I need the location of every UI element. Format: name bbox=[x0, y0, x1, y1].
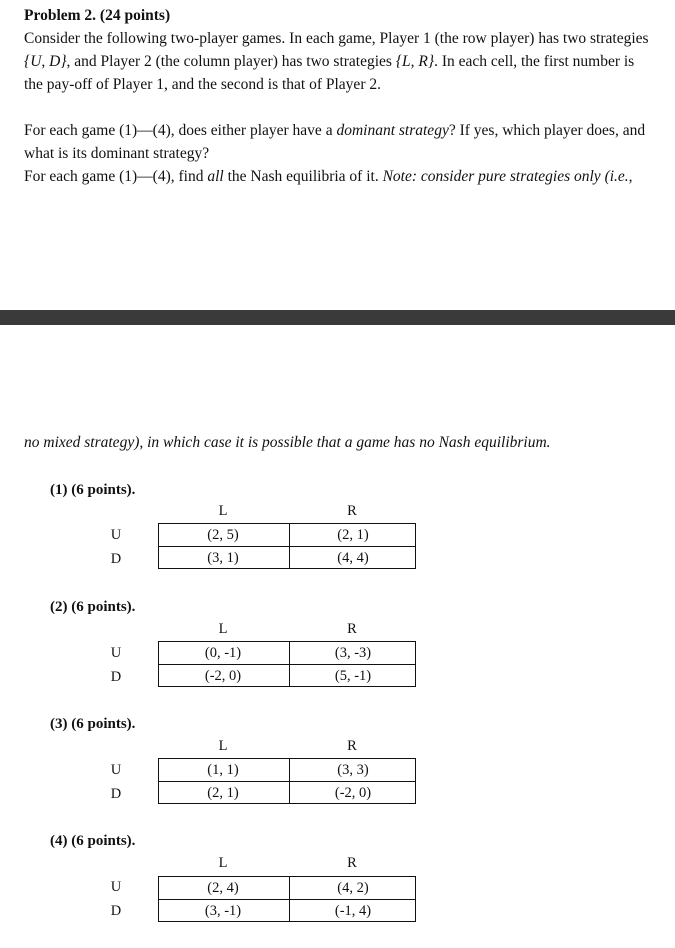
game-4-col-label-l: L bbox=[218, 855, 228, 871]
game-2-cell-ur: (3, -3) bbox=[334, 645, 372, 661]
question-2-mid: the Nash equilibria of it. bbox=[223, 168, 383, 185]
game-4-cell-dr: (-1, 4) bbox=[334, 903, 372, 919]
note-text: Note: consider pure strategies only (i.e., bbox=[382, 168, 633, 185]
strategy-set-p1: {U, D} bbox=[24, 53, 67, 70]
game-2-row-label-u: U bbox=[110, 645, 122, 661]
game-3-col-label-r: R bbox=[347, 738, 357, 754]
game-2-cell-dr: (5, -1) bbox=[334, 668, 372, 684]
game-1-cell-dr: (4, 4) bbox=[337, 550, 369, 566]
intro-line-1: Consider the following two-player games. In each game, Player 1 (the row player) has two strategies bbox=[24, 30, 649, 47]
game-2-col-label-l: L bbox=[218, 621, 228, 637]
game-4-col-label-r: R bbox=[347, 855, 357, 871]
question-2-continuation: no mixed strategy), in which case it is possible that a game has no Nash equilibrium. bbox=[24, 434, 551, 451]
intro-line-2-end: . In each cell, the first number is bbox=[434, 53, 635, 70]
question-1-end: ? If yes, which player does, and bbox=[448, 122, 646, 139]
game-1-cell-dl: (3, 1) bbox=[207, 550, 239, 566]
game-3-col-label-l: L bbox=[218, 738, 228, 754]
game-3-row-label-u: U bbox=[110, 762, 122, 778]
dominant-strategy-term: dominant strategy bbox=[336, 122, 449, 139]
game-4-payoff-table bbox=[158, 876, 416, 922]
game-1-cell-ur: (2, 1) bbox=[337, 527, 369, 543]
game-2-col-label-r: R bbox=[347, 621, 357, 637]
strategy-set-p2: {L, R} bbox=[395, 53, 435, 70]
game-2-cell-ul: (0, -1) bbox=[204, 645, 242, 661]
game-4-row-label-u: U bbox=[110, 879, 122, 895]
intro-line-2-mid: , and Player 2 (the column player) has two strategies bbox=[66, 53, 396, 70]
game-4-cell-ul: (2, 4) bbox=[207, 880, 239, 896]
game-4-cell-ur: (4, 2) bbox=[337, 880, 369, 896]
game-4-row-label-d: D bbox=[110, 903, 122, 919]
game-3-cell-dr: (-2, 0) bbox=[334, 785, 372, 801]
game-3-row-label-d: D bbox=[110, 786, 122, 802]
game-1-title: (1) (6 points). bbox=[50, 482, 136, 498]
game-3-payoff-table bbox=[158, 758, 416, 804]
problem-heading: Problem 2. (24 points) bbox=[24, 7, 171, 24]
game-4-cell-dl: (3, -1) bbox=[204, 903, 242, 919]
page-divider-bar bbox=[0, 310, 675, 325]
question-2-start: For each game (1)—(4), find bbox=[24, 168, 208, 185]
game-3-cell-ur: (3, 3) bbox=[337, 762, 369, 778]
all-term: all bbox=[207, 168, 224, 185]
game-1-row-label-d: D bbox=[110, 551, 122, 567]
game-2-row-label-d: D bbox=[110, 669, 122, 685]
question-1-line-1 bbox=[24, 121, 645, 141]
game-1-cell-ul: (2, 5) bbox=[207, 527, 239, 543]
question-1-start: For each game (1)—(4), does either player have a bbox=[24, 122, 337, 139]
game-3-cell-dl: (2, 1) bbox=[207, 785, 239, 801]
intro-line-2 bbox=[24, 52, 634, 72]
game-3-title: (3) (6 points). bbox=[50, 716, 136, 732]
game-2-cell-dl: (-2, 0) bbox=[204, 668, 242, 684]
game-1-row-label-u: U bbox=[110, 527, 122, 543]
question-2-line-1 bbox=[24, 167, 633, 187]
intro-line-3: the pay-off of Player 1, and the second is that of Player 2. bbox=[24, 76, 381, 93]
game-1-col-label-r: R bbox=[347, 503, 357, 519]
game-2-title: (2) (6 points). bbox=[50, 599, 136, 615]
game-4-title: (4) (6 points). bbox=[50, 833, 136, 849]
question-1-line-2: what is its dominant strategy? bbox=[24, 145, 210, 162]
game-2-payoff-table bbox=[158, 641, 416, 687]
game-3-cell-ul: (1, 1) bbox=[207, 762, 239, 778]
game-1-payoff-table bbox=[158, 523, 416, 569]
game-1-col-label-l: L bbox=[218, 503, 228, 519]
